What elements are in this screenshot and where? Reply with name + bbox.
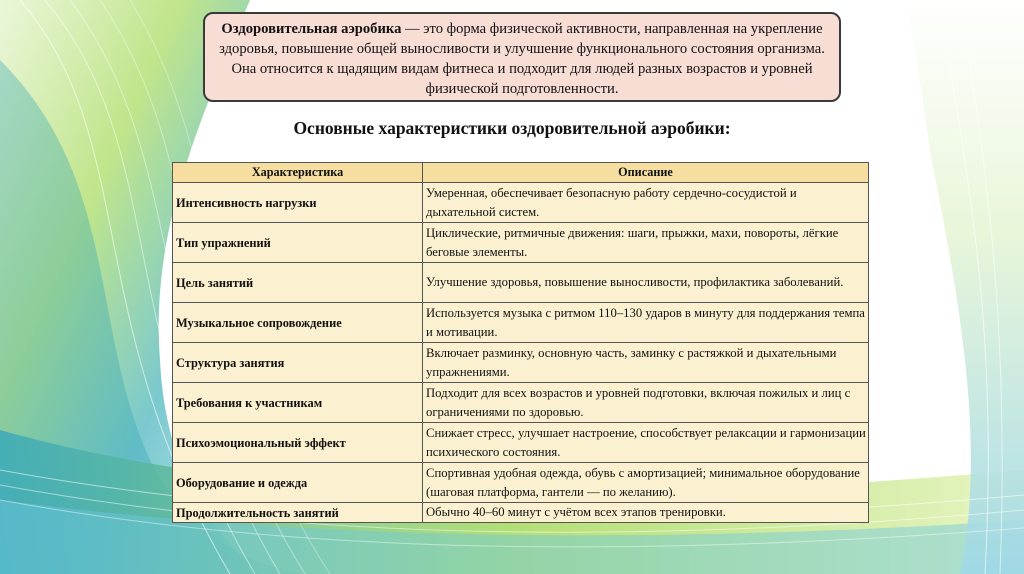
- table-row: [173, 343, 869, 383]
- characteristic-name: Музыкальное сопровождение: [173, 303, 423, 343]
- table-row: [173, 383, 869, 423]
- characteristic-description: Включает разминку, основную часть, заминку с растяжкой и дыхательными упражнениями.: [423, 343, 869, 383]
- characteristic-description: Подходит для всех возрастов и уровней подготовки, включая пожилых и лиц с ограничениями по здоровью.: [423, 383, 869, 423]
- characteristic-name: Психоэмоциональный эффект: [173, 423, 423, 463]
- column-header-characteristic: Характеристика: [173, 163, 423, 183]
- table-row: [173, 303, 869, 343]
- definition-text: — это форма физической активности, направленная на укрепление здоровья, повышение общей выносливости и улучшение функционального состояния организма. Она относится к щадящим видам фитнеса и подходит для людей разных возрастов и уровней физической подготовленности.: [219, 21, 825, 97]
- characteristic-name: Продолжительность занятий: [173, 503, 423, 523]
- characteristic-description: Умеренная, обеспечивает безопасную работу сердечно-сосудистой и дыхательной систем.: [423, 183, 869, 223]
- table-row: [173, 223, 869, 263]
- table-row: [173, 463, 869, 503]
- characteristic-name: Цель занятий: [173, 263, 423, 303]
- characteristic-description: Улучшение здоровья, повышение выносливости, профилактика заболеваний.: [423, 263, 869, 303]
- characteristic-name: Требования к участникам: [173, 383, 423, 423]
- table-row: [173, 263, 869, 303]
- table-row: [173, 503, 869, 523]
- characteristic-description: Обычно 40–60 минут с учётом всех этапов тренировки.: [423, 503, 869, 523]
- characteristic-description: Используется музыка с ритмом 110–130 ударов в минуту для поддержания темпа и мотивации.: [423, 303, 869, 343]
- characteristic-name: Структура занятия: [173, 343, 423, 383]
- definition-term: Оздоровительная аэробика: [221, 21, 402, 37]
- characteristic-description: Снижает стресс, улучшает настроение, способствует релаксации и гармонизации психического состояния.: [423, 423, 869, 463]
- characteristic-name: Интенсивность нагрузки: [173, 183, 423, 223]
- section-title: Основные характеристики оздоровительной аэробики:: [293, 118, 731, 138]
- characteristic-name: Оборудование и одежда: [173, 463, 423, 503]
- column-header-description: Описание: [423, 163, 869, 183]
- characteristic-description: Циклические, ритмичные движения: шаги, прыжки, махи, повороты, лёгкие беговые элементы.: [423, 223, 869, 263]
- table-header-row: [173, 163, 869, 183]
- table-row: [173, 183, 869, 223]
- table-row: [173, 423, 869, 463]
- characteristic-description: Спортивная удобная одежда, обувь с амортизацией; минимальное оборудование (шаговая платформа, гантели — по желанию).: [423, 463, 869, 503]
- definition-box: [203, 12, 841, 102]
- characteristic-name: Тип упражнений: [173, 223, 423, 263]
- characteristics-table: [172, 162, 869, 523]
